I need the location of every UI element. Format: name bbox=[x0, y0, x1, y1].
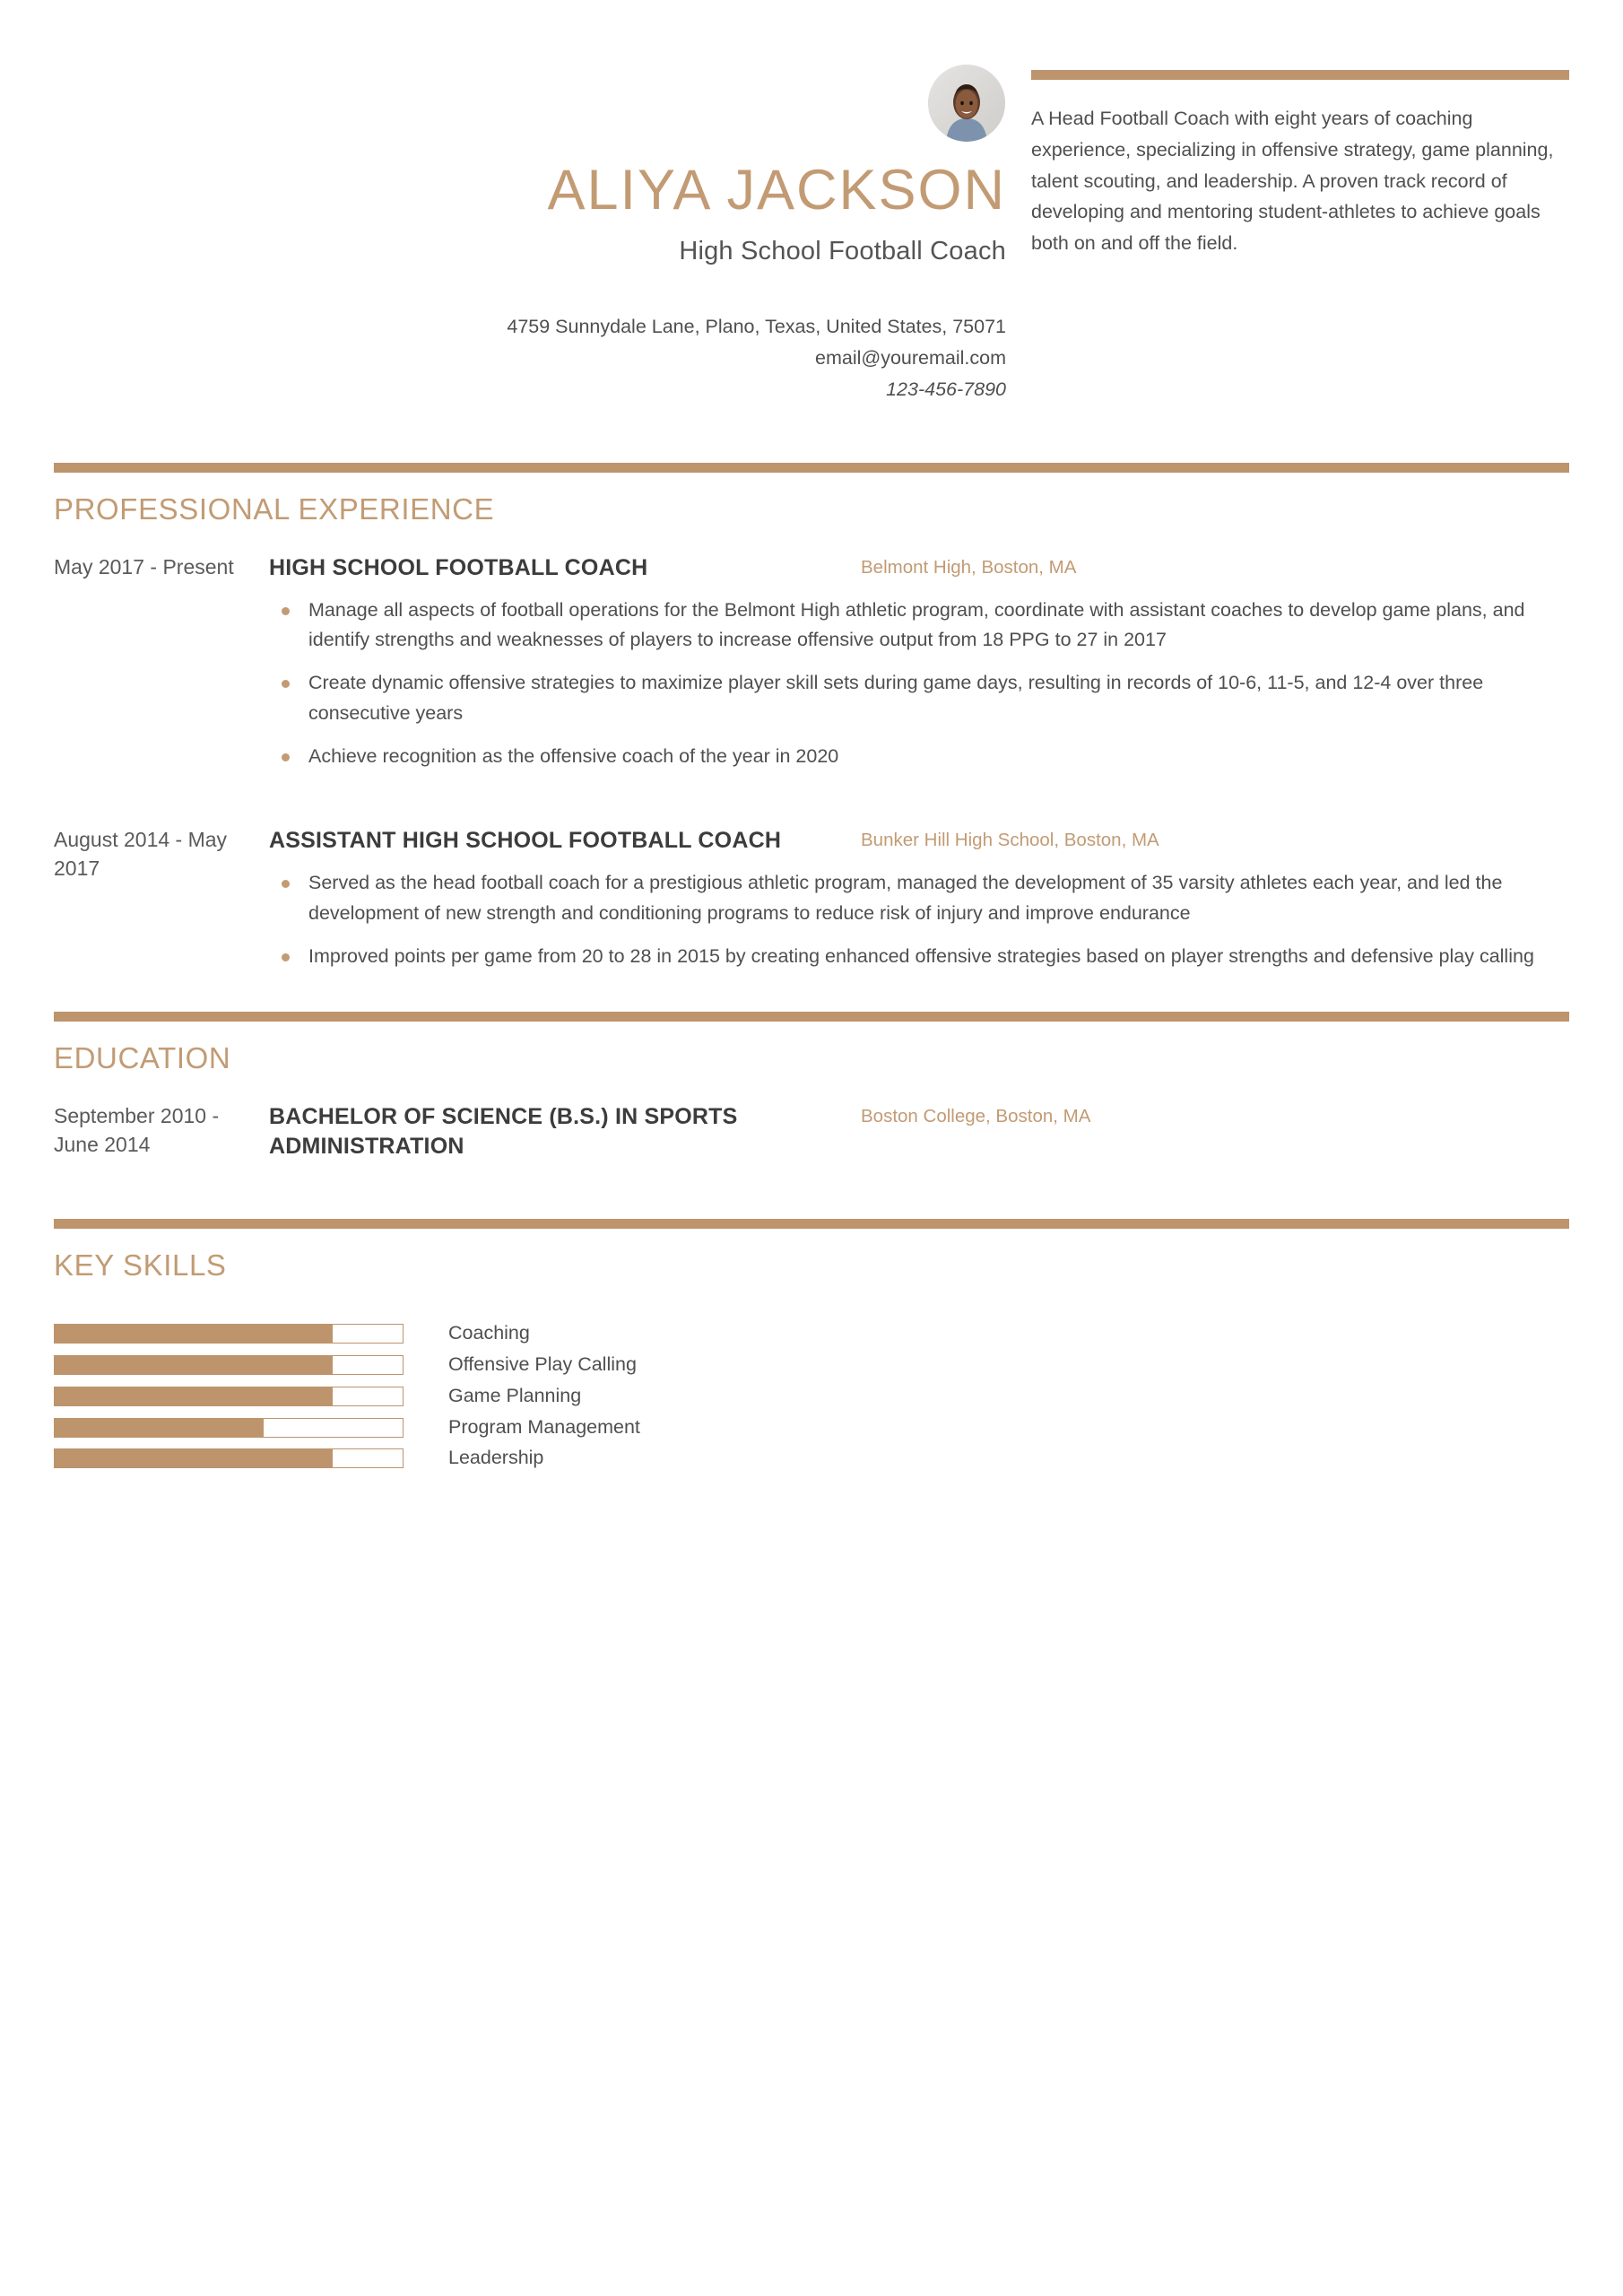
skill-level-bar bbox=[54, 1355, 404, 1375]
skill-row bbox=[54, 1416, 1569, 1439]
bullet-dot-icon bbox=[282, 753, 290, 761]
skill-label: Coaching bbox=[448, 1322, 530, 1344]
entry-degree: BACHELOR OF SCIENCE (B.S.) IN SPORTS ADMINISTRATION bbox=[269, 1104, 738, 1160]
contact-phone[interactable]: 123-456-7890 bbox=[886, 378, 1006, 400]
entry-dates: September 2010 - June 2014 bbox=[54, 1104, 220, 1156]
bullet-text: Manage all aspects of football operations for the Belmont High athletic program, coordinate with assistant coaches to develop game plans, and identify strengths and weaknesses of players to increase offensive output from 18 PPG to 27 in 2017 bbox=[308, 598, 1525, 651]
skill-level-bar bbox=[54, 1324, 404, 1344]
job-title: High School Football Coach bbox=[679, 237, 1006, 266]
entry-main bbox=[269, 826, 1569, 972]
skill-label: Offensive Play Calling bbox=[448, 1353, 637, 1376]
bullet-text: Served as the head football coach for a prestigious athletic program, managed the development of 35 varsity athletes each year, and led the development of new strength and conditioning programs to reduce risk of injury and improve endurance bbox=[308, 872, 1503, 925]
bullet-dot-icon bbox=[282, 953, 290, 961]
skill-level-fill bbox=[55, 1325, 333, 1343]
entry-role: HIGH SCHOOL FOOTBALL COACH bbox=[269, 554, 648, 580]
professional-summary: A Head Football Coach with eight years of coaching experience, specializing in offensive strategy, game planning, talent scouting, and leadership. A proven track record of developing and mentoring student-athletes to achieve goals both on and off the field. bbox=[1031, 108, 1554, 255]
avatar-wrap bbox=[54, 65, 1006, 142]
skill-level-bar bbox=[54, 1418, 404, 1438]
skill-level-fill bbox=[55, 1449, 333, 1467]
list-item bbox=[269, 742, 1569, 772]
skill-level-bar bbox=[54, 1448, 404, 1468]
entry-head bbox=[269, 1102, 1569, 1161]
section-title-education: EDUCATION bbox=[54, 1041, 231, 1075]
resume-header bbox=[0, 0, 1623, 405]
experience-entry bbox=[54, 826, 1569, 972]
section-education bbox=[0, 1012, 1623, 1161]
bullet-dot-icon bbox=[282, 880, 290, 888]
skill-row bbox=[54, 1353, 1569, 1377]
header-identity-block bbox=[54, 65, 1031, 405]
skill-row bbox=[54, 1322, 1569, 1345]
skill-level-fill bbox=[55, 1419, 264, 1437]
experience-entry bbox=[54, 553, 1569, 773]
bullet-text: Achieve recognition as the offensive coach of the year in 2020 bbox=[308, 745, 839, 768]
entry-dates: May 2017 - Present bbox=[54, 554, 234, 578]
summary-divider bbox=[1031, 70, 1569, 80]
section-divider bbox=[54, 1012, 1569, 1022]
list-item bbox=[269, 868, 1569, 929]
list-item bbox=[269, 668, 1569, 729]
section-key-skills bbox=[0, 1219, 1623, 1470]
entry-bullets bbox=[269, 596, 1569, 773]
skill-level-fill bbox=[55, 1387, 333, 1405]
contact-address: 4759 Sunnydale Lane, Plano, Texas, United States, 75071 bbox=[507, 316, 1006, 338]
summary-block bbox=[1031, 65, 1569, 405]
section-divider bbox=[54, 463, 1569, 473]
bullet-dot-icon bbox=[282, 607, 290, 615]
entry-main bbox=[269, 553, 1569, 773]
skill-row bbox=[54, 1385, 1569, 1408]
entry-institution: Boston College, Boston, MA bbox=[861, 1106, 1091, 1127]
entry-organization: Bunker Hill High School, Boston, MA bbox=[861, 830, 1159, 851]
bullet-text: Improved points per game from 20 to 28 in 2015 by creating enhanced offensive strategies based on player strengths and defensive play calling bbox=[308, 945, 1534, 968]
section-divider bbox=[54, 1219, 1569, 1229]
skill-label: Program Management bbox=[448, 1415, 640, 1438]
page-title: ALIYA JACKSON bbox=[547, 159, 1006, 222]
skill-level-bar bbox=[54, 1387, 404, 1406]
list-item bbox=[269, 596, 1569, 657]
entry-main bbox=[269, 1102, 1569, 1161]
skill-label: Game Planning bbox=[448, 1384, 582, 1406]
bullet-dot-icon bbox=[282, 680, 290, 688]
skill-row bbox=[54, 1447, 1569, 1470]
bullet-text: Create dynamic offensive strategies to maximize player skill sets during game days, resulting in records of 10-6, 11-5, and 12-4 over three consecutive years bbox=[308, 672, 1484, 725]
education-entry bbox=[54, 1102, 1569, 1161]
skill-label: Leadership bbox=[448, 1447, 544, 1469]
section-title-experience: PROFESSIONAL EXPERIENCE bbox=[54, 491, 495, 526]
entry-head bbox=[269, 553, 1569, 583]
entry-role: ASSISTANT HIGH SCHOOL FOOTBALL COACH bbox=[269, 828, 782, 854]
contact-block bbox=[54, 311, 1006, 404]
entry-dates: August 2014 - May 2017 bbox=[54, 828, 228, 881]
skills-list bbox=[54, 1322, 1569, 1470]
section-title-skills: KEY SKILLS bbox=[54, 1248, 227, 1283]
list-item bbox=[269, 942, 1569, 972]
contact-email[interactable]: email@youremail.com bbox=[815, 346, 1006, 369]
entry-head bbox=[269, 826, 1569, 856]
entry-bullets bbox=[269, 868, 1569, 972]
section-professional-experience bbox=[0, 463, 1623, 973]
avatar bbox=[928, 65, 1005, 142]
skill-level-fill bbox=[55, 1356, 333, 1374]
entry-organization: Belmont High, Boston, MA bbox=[861, 556, 1077, 578]
